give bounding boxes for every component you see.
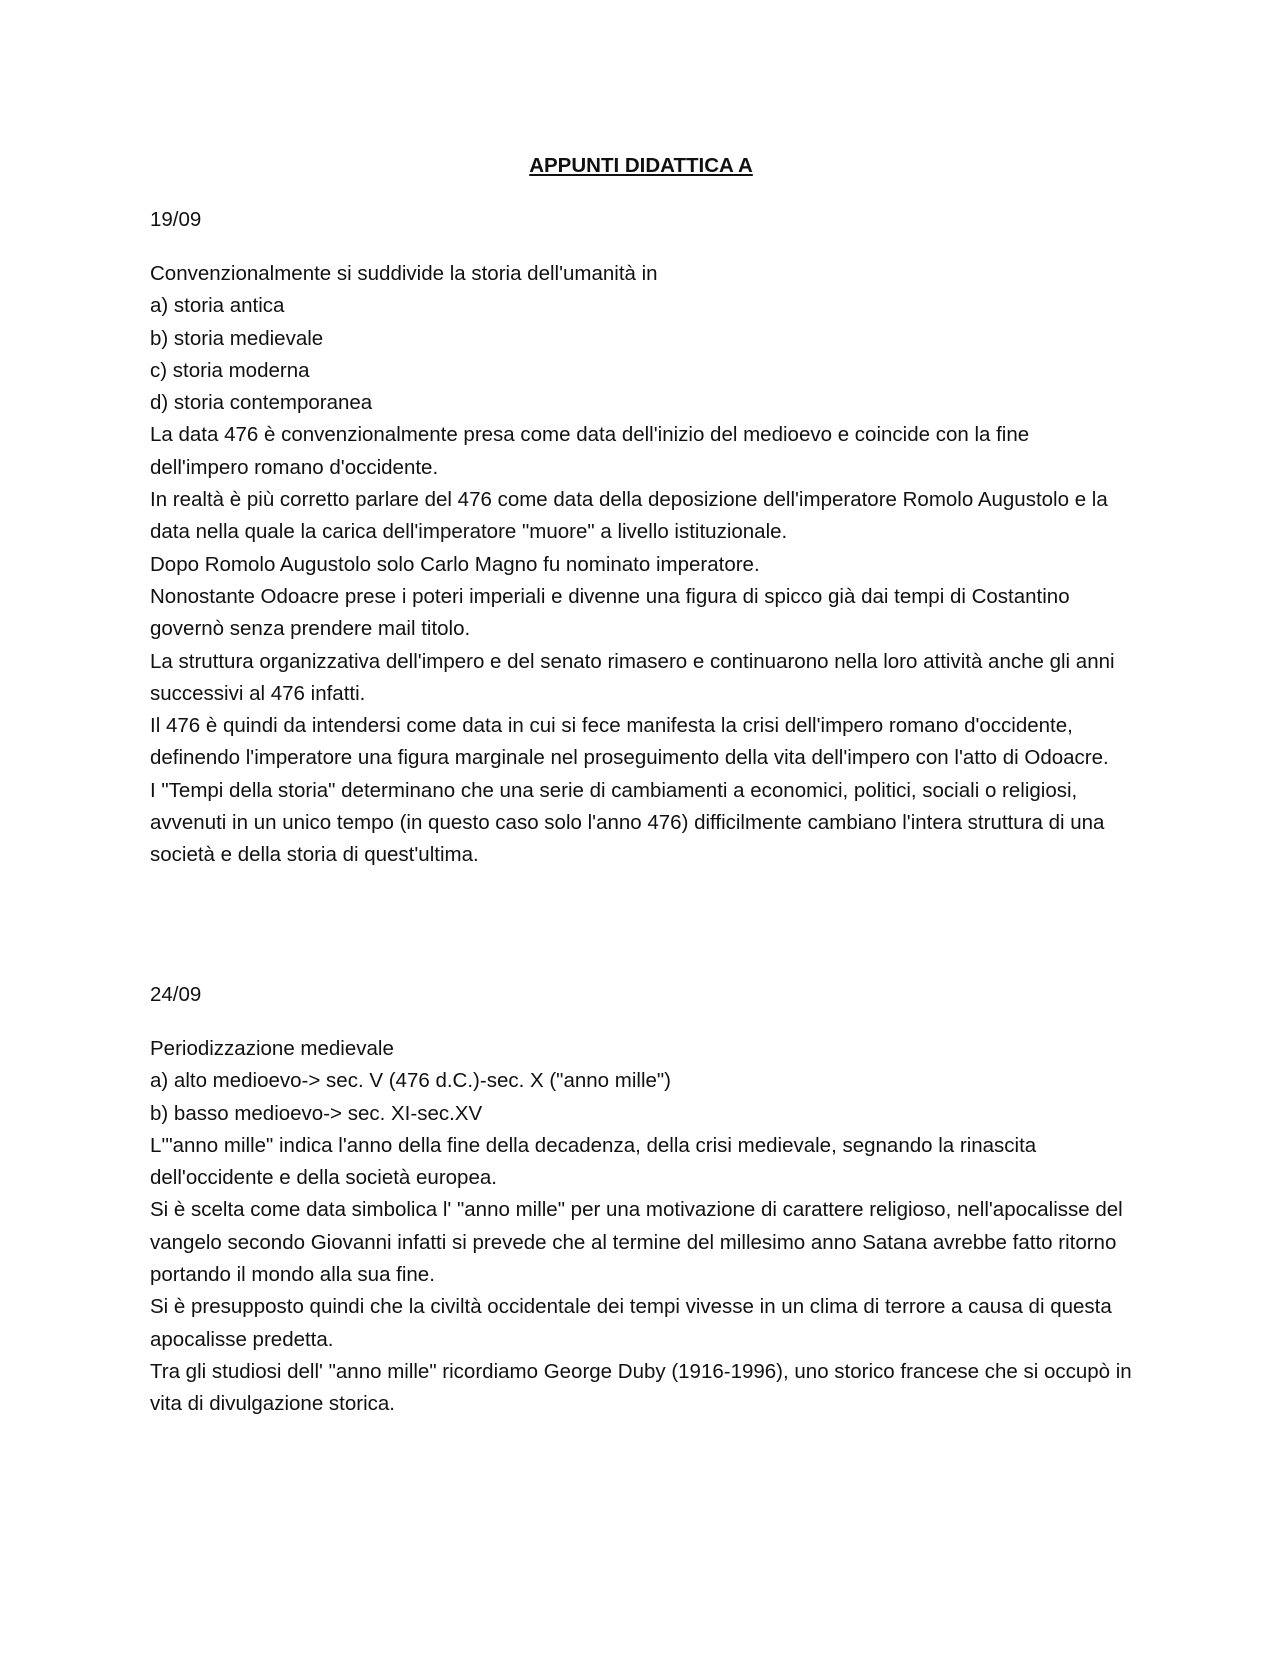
paragraph: Nonostante Odoacre prese i poteri imperiali e divenne una figura di spicco già dai tempi di Costantino governò senza prendere mail titolo. — [150, 584, 1070, 641]
list-item: b) basso medioevo-> sec. XI-sec.XV — [150, 1101, 483, 1125]
document-title: APPUNTI DIDATTICA A — [529, 154, 753, 177]
paragraph: Dopo Romolo Augustolo solo Carlo Magno fu nominato imperatore. — [150, 552, 760, 576]
notes-section-2 — [150, 979, 1132, 1421]
paragraph: Si è presupposto quindi che la civiltà occidentale dei tempi vivesse in un clima di terrore a causa di questa apocalisse predetta. — [150, 1295, 1112, 1351]
paragraph: Il 476 è quindi da intendersi come data in cui si fece manifesta la crisi dell'impero romano d'occidente, definendo l'imperatore una figura marginale nel proseguimento della vita dell'impero con l'atto di Odoacre. — [150, 714, 1109, 770]
section-date: 19/09 — [150, 208, 202, 231]
notes-section-1 — [150, 204, 1132, 872]
list-item: c) storia moderna — [150, 358, 310, 382]
list-item: a) alto medioevo-> sec. V (476 d.C.)-sec. X ("anno mille") — [150, 1069, 671, 1093]
list-item: d) storia contemporanea — [150, 391, 373, 415]
list-item: b) storia medievale — [150, 326, 324, 350]
paragraph: Periodizzazione medievale — [150, 1037, 394, 1060]
paragraph: La data 476 è convenzionalmente presa come data dell'inizio del medioevo e coincide con la fine dell'impero romano d'occidente. — [150, 423, 1030, 479]
paragraph: L'"anno mille" indica l'anno della fine della decadenza, della crisi medievale, segnando la rinascita dell'occidente e della società europea. — [150, 1133, 1037, 1190]
paragraph: Convenzionalmente si suddivide la storia dell'umanità in — [150, 262, 658, 285]
paragraph: Tra gli studiosi dell' "anno mille" ricordiamo George Duby (1916-1996), uno storico francese che si occupò in vita di divulgazione storica. — [150, 1359, 1132, 1416]
paragraph: La struttura organizzativa dell'impero e del senato rimasero e continuarono nella loro attività anche gli anni successivi al 476 infatti. — [150, 649, 1115, 705]
section-date: 24/09 — [150, 983, 202, 1006]
paragraph: In realtà è più corretto parlare del 476 come data della deposizione dell'imperatore Romolo Augustolo e la data nella quale la carica dell'imperatore "muore" a livello istituzionale. — [150, 488, 1108, 544]
paragraph: I "Tempi della storia" determinano che una serie di cambiamenti a economici, politici, sociali o religiosi, avvenuti in un unico tempo (in questo caso solo l'anno 476) difficilmente cambiano l'intera struttura di una società e della storia di quest'ultima. — [150, 778, 1105, 867]
list-item: a) storia antica — [150, 294, 285, 318]
paragraph: Si è scelta come data simbolica l' "anno mille" per una motivazione di carattere religioso, nell'apocalisse del vangelo secondo Giovanni infatti si prevede che al termine del millesimo anno Satana avrebbe fatto ritorno portando il mondo alla sua fine. — [150, 1198, 1123, 1287]
